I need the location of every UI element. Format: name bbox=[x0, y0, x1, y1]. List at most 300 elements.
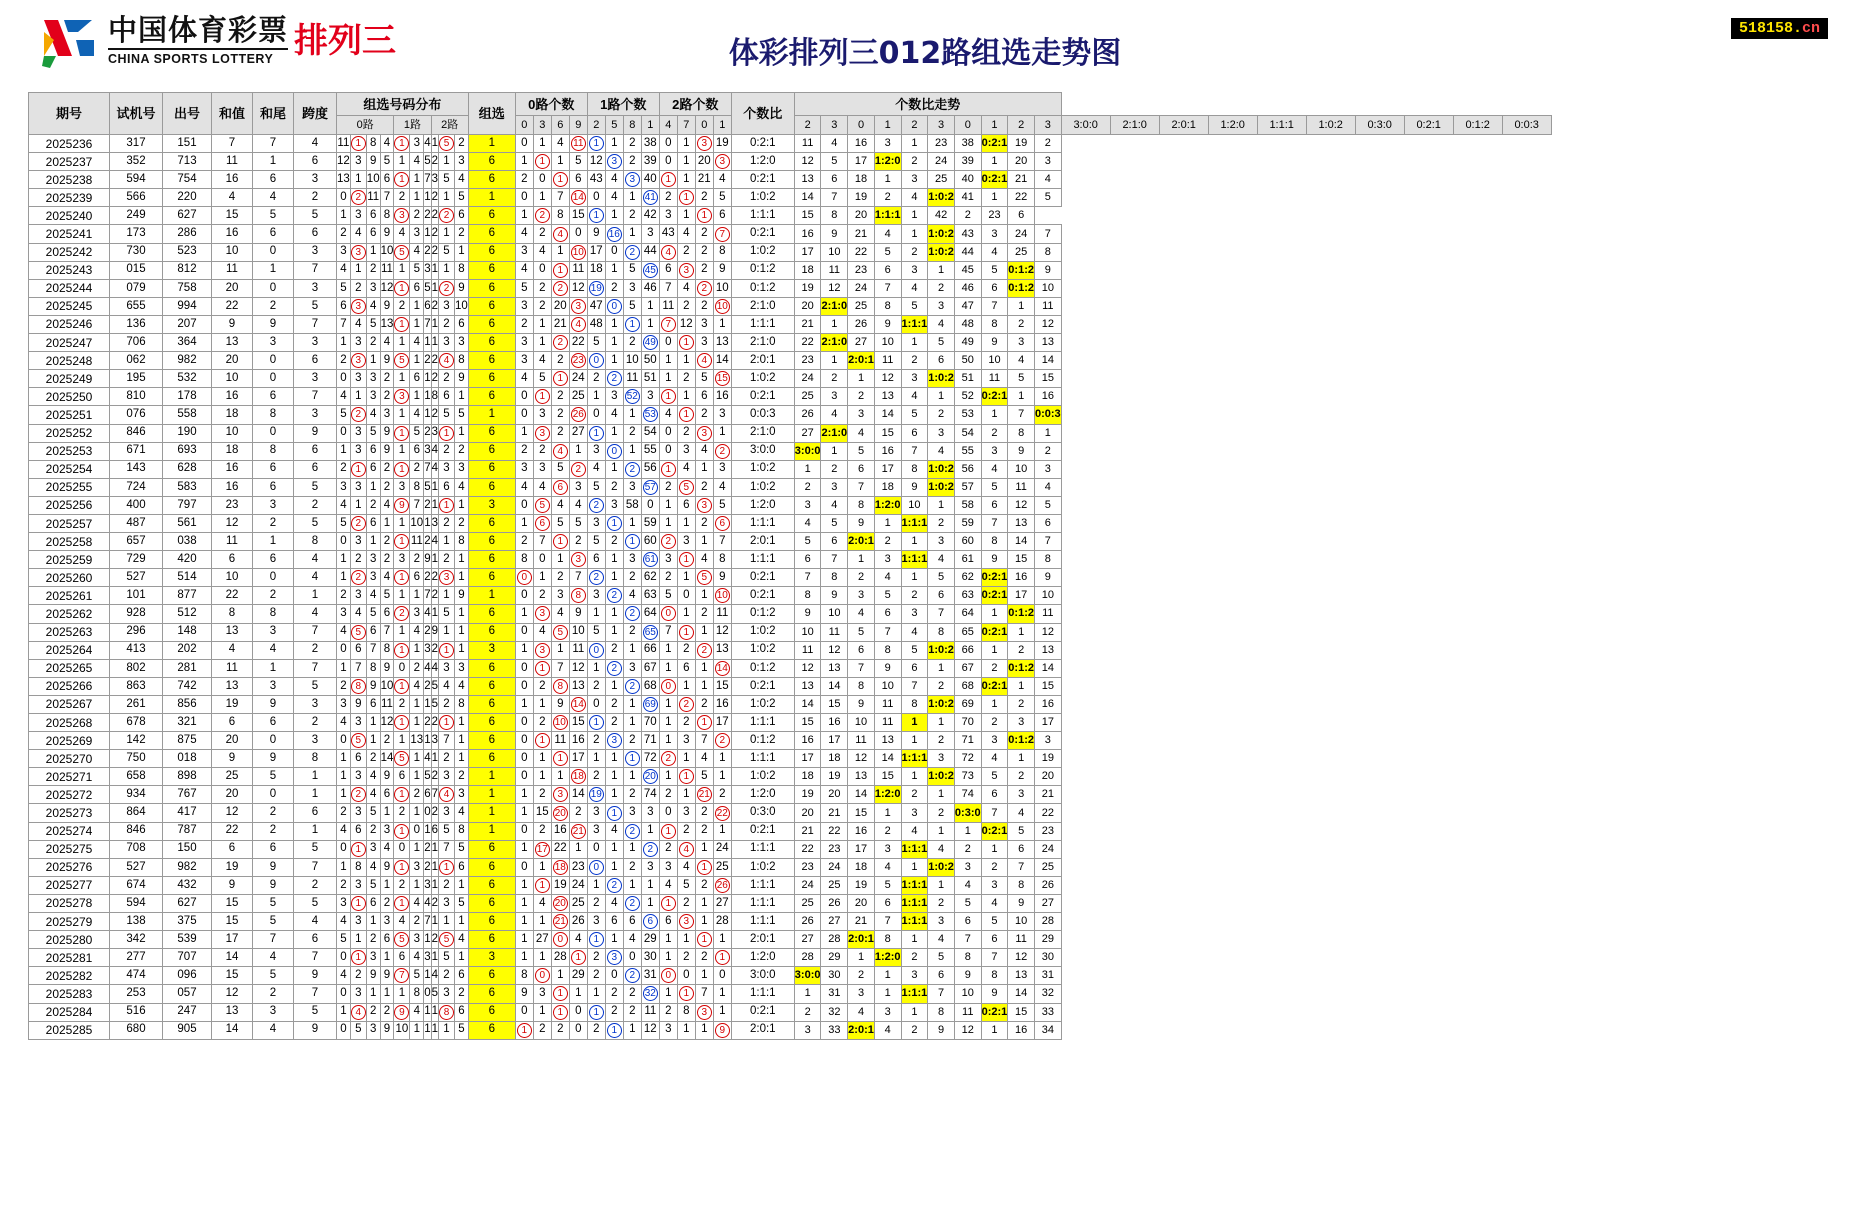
cell-trend-6: 58 bbox=[954, 496, 981, 514]
cell-cnt0-1: 1 bbox=[533, 315, 551, 333]
cell-dist0-0: 4 bbox=[337, 822, 351, 840]
cell-cnt0-1: 1 bbox=[533, 876, 551, 894]
cell-cnt0-0: 0 bbox=[515, 569, 533, 587]
cell-trend-6: 6 bbox=[954, 913, 981, 931]
cell-dist2-2: 2 bbox=[455, 768, 469, 786]
cell-cnt0-3: 1 bbox=[569, 840, 587, 858]
cell-trend-7: 9 bbox=[981, 551, 1008, 569]
cell-open: 096 bbox=[163, 967, 212, 985]
cell-trend-1: 3 bbox=[821, 478, 848, 496]
table-row[interactable] bbox=[29, 297, 1552, 315]
cell-open: 532 bbox=[163, 370, 212, 388]
cell-cnt2-2: 3 bbox=[695, 424, 713, 442]
cell-cnt0-3: 18 bbox=[569, 768, 587, 786]
cell-cnt0-3: 12 bbox=[569, 659, 587, 677]
cell-cnt0-1: 0 bbox=[533, 967, 551, 985]
cell-trend-5: 1:0:2 bbox=[928, 189, 955, 207]
cell-ratio: 0:3:0 bbox=[731, 804, 794, 822]
table-row[interactable] bbox=[29, 225, 1552, 243]
cell-dist0-2: 1 bbox=[366, 478, 380, 496]
cell-dist2-2: 9 bbox=[455, 587, 469, 605]
cell-trend-1: 13 bbox=[821, 659, 848, 677]
cell-cnt0-0: 0 bbox=[515, 750, 533, 768]
cell-trend-3: 1:2:0 bbox=[874, 786, 901, 804]
cell-cnt0-3: 1 bbox=[569, 442, 587, 460]
cell-test: 594 bbox=[110, 894, 163, 912]
cell-dist0-3: 10 bbox=[380, 677, 394, 695]
cell-trend-9: 25 bbox=[1034, 858, 1061, 876]
cell-dist1-2: 2 bbox=[424, 677, 431, 695]
cell-cnt1-3: 66 bbox=[641, 641, 659, 659]
table-row[interactable] bbox=[29, 985, 1552, 1003]
cell-cnt1-0: 0 bbox=[587, 352, 605, 370]
cell-cnt1-1: 1 bbox=[605, 261, 623, 279]
cell-cnt1-1: 1 bbox=[605, 804, 623, 822]
table-row[interactable] bbox=[29, 442, 1552, 460]
cell-sum: 9 bbox=[212, 876, 253, 894]
table-row[interactable] bbox=[29, 496, 1552, 514]
cell-trend-3: 1 bbox=[874, 804, 901, 822]
cell-open: 982 bbox=[163, 858, 212, 876]
cell-sum: 11 bbox=[212, 153, 253, 171]
cell-sumtail: 3 bbox=[253, 334, 294, 352]
cell-cnt2-2: 1 bbox=[695, 931, 713, 949]
cell-sum: 16 bbox=[212, 388, 253, 406]
cell-cnt2-1: 2 bbox=[677, 714, 695, 732]
cell-dist2-0: 1 bbox=[431, 551, 438, 569]
cell-cnt2-1: 2 bbox=[677, 424, 695, 442]
cell-dist0-2: 2 bbox=[366, 334, 380, 352]
cell-cnt2-1: 1 bbox=[677, 153, 695, 171]
table-row[interactable] bbox=[29, 315, 1552, 333]
cell-trend-6: 4 bbox=[954, 876, 981, 894]
cell-cnt1-0: 5 bbox=[587, 533, 605, 551]
cell-dist2-2: 4 bbox=[455, 931, 469, 949]
cell-dist0-2: 4 bbox=[366, 297, 380, 315]
cell-dist0-1: 3 bbox=[350, 297, 366, 315]
table-row[interactable] bbox=[29, 171, 1552, 189]
cell-dist2-1: 3 bbox=[439, 659, 455, 677]
table-row[interactable] bbox=[29, 514, 1552, 532]
cell-trend-6: 0:3:0 bbox=[954, 804, 981, 822]
cell-sum: 15 bbox=[212, 894, 253, 912]
cell-open: 898 bbox=[163, 768, 212, 786]
cell-cnt1-0: 3 bbox=[587, 514, 605, 532]
table-row[interactable] bbox=[29, 786, 1552, 804]
cell-dist2-1: 3 bbox=[439, 297, 455, 315]
table-row[interactable] bbox=[29, 243, 1552, 261]
table-row[interactable] bbox=[29, 714, 1552, 732]
cell-dist2-0: 3 bbox=[431, 732, 438, 750]
cell-trend-3: 7 bbox=[874, 279, 901, 297]
table-row[interactable] bbox=[29, 460, 1552, 478]
cell-cnt1-2: 2 bbox=[623, 605, 641, 623]
cell-open: 190 bbox=[163, 424, 212, 442]
table-row[interactable] bbox=[29, 840, 1552, 858]
cell-cnt0-3: 16 bbox=[569, 732, 587, 750]
table-row[interactable] bbox=[29, 949, 1552, 967]
cell-trend-5: 4 bbox=[928, 840, 955, 858]
table-row[interactable] bbox=[29, 352, 1552, 370]
cell-open: 628 bbox=[163, 460, 212, 478]
cell-trend-1: 1 bbox=[821, 442, 848, 460]
cell-trend-3: 1:2:0 bbox=[874, 949, 901, 967]
cell-dist2-1: 5 bbox=[439, 605, 455, 623]
cell-dist0-2: 1 bbox=[366, 352, 380, 370]
cell-cnt2-0: 1 bbox=[659, 171, 677, 189]
table-row[interactable] bbox=[29, 261, 1552, 279]
cell-trend-4: 1 bbox=[901, 334, 928, 352]
cell-cnt2-2: 3 bbox=[695, 315, 713, 333]
cell-zuxuan: 6 bbox=[468, 623, 515, 641]
cell-cnt1-2: 1 bbox=[623, 1021, 641, 1039]
table-row[interactable] bbox=[29, 587, 1552, 605]
cell-trend-0: 16 bbox=[794, 225, 821, 243]
table-row[interactable] bbox=[29, 424, 1552, 442]
cell-dist1-2: 3 bbox=[424, 261, 431, 279]
cell-zuxuan: 6 bbox=[468, 225, 515, 243]
cell-test: 400 bbox=[110, 496, 163, 514]
cell-cnt1-1: 2 bbox=[605, 659, 623, 677]
cell-cnt0-0: 4 bbox=[515, 261, 533, 279]
table-row[interactable] bbox=[29, 370, 1552, 388]
cell-cnt1-1: 1 bbox=[605, 135, 623, 153]
cell-trend-7: 0:2:1 bbox=[981, 677, 1008, 695]
cell-trend-6: 8 bbox=[954, 949, 981, 967]
cell-cnt2-0: 1 bbox=[659, 985, 677, 1003]
cell-dist0-0: 1 bbox=[337, 569, 351, 587]
cell-dist2-1: 1 bbox=[439, 913, 455, 931]
cell-span: 6 bbox=[294, 804, 337, 822]
cell-trend-2: 3 bbox=[848, 985, 875, 1003]
cell-span: 5 bbox=[294, 207, 337, 225]
table-row[interactable] bbox=[29, 894, 1552, 912]
cell-dist1-1: 4 bbox=[410, 153, 424, 171]
cell-trend-7: 1 bbox=[981, 153, 1008, 171]
cell-cnt1-2: 2 bbox=[623, 424, 641, 442]
table-row[interactable] bbox=[29, 858, 1552, 876]
cell-dist1-0: 1 bbox=[394, 153, 410, 171]
cell-trend-2: 2 bbox=[848, 967, 875, 985]
cell-dist1-2: 2 bbox=[424, 569, 431, 587]
cell-cnt0-1: 1 bbox=[533, 189, 551, 207]
cell-cnt1-0: 2 bbox=[587, 894, 605, 912]
cell-cnt0-0: 1 bbox=[515, 605, 533, 623]
cell-dist1-2: 1 bbox=[424, 370, 431, 388]
table-row[interactable] bbox=[29, 695, 1552, 713]
cell-cnt2-1: 3 bbox=[677, 732, 695, 750]
cell-cnt2-2: 2 bbox=[695, 514, 713, 532]
cell-cnt0-2: 28 bbox=[551, 949, 569, 967]
cell-dist1-2: 1 bbox=[424, 388, 431, 406]
table-row[interactable] bbox=[29, 768, 1552, 786]
cell-cnt0-3: 24 bbox=[569, 370, 587, 388]
table-row[interactable] bbox=[29, 876, 1552, 894]
cell-trend-4: 6 bbox=[901, 659, 928, 677]
cell-trend-8: 2 bbox=[1008, 641, 1035, 659]
cell-trend-5: 23 bbox=[928, 135, 955, 153]
cell-dist2-2: 1 bbox=[455, 623, 469, 641]
cell-cnt0-0: 0 bbox=[515, 496, 533, 514]
cell-cnt0-3: 13 bbox=[569, 677, 587, 695]
cell-dist2-0: 2 bbox=[431, 931, 438, 949]
cell-span: 7 bbox=[294, 623, 337, 641]
cell-sum: 15 bbox=[212, 207, 253, 225]
cell-dist1-0: 1 bbox=[394, 279, 410, 297]
cell-trend-2: 13 bbox=[848, 768, 875, 786]
cell-cnt1-1: 4 bbox=[605, 894, 623, 912]
cell-cnt0-1: 2 bbox=[533, 786, 551, 804]
cell-sum: 9 bbox=[212, 750, 253, 768]
cell-dist0-0: 3 bbox=[337, 894, 351, 912]
cell-sumtail: 6 bbox=[253, 551, 294, 569]
cell-sumtail: 9 bbox=[253, 858, 294, 876]
table-row[interactable] bbox=[29, 569, 1552, 587]
table-row[interactable] bbox=[29, 135, 1552, 153]
cell-trend-6: 67 bbox=[954, 659, 981, 677]
table-row[interactable] bbox=[29, 641, 1552, 659]
cell-cnt0-1: 1 bbox=[533, 949, 551, 967]
cell-cnt0-2: 11 bbox=[551, 732, 569, 750]
cell-cnt1-2: 3 bbox=[623, 478, 641, 496]
cell-cnt1-1: 3 bbox=[605, 153, 623, 171]
table-row[interactable] bbox=[29, 533, 1552, 551]
cell-dist2-1: 1 bbox=[439, 153, 455, 171]
cell-cnt0-1: 3 bbox=[533, 641, 551, 659]
cell-trend-3: 8 bbox=[874, 641, 901, 659]
cell-cnt1-0: 2 bbox=[587, 569, 605, 587]
cell-span: 6 bbox=[294, 442, 337, 460]
cell-dist0-3: 9 bbox=[380, 659, 394, 677]
cell-cnt1-1: 1 bbox=[605, 623, 623, 641]
cell-sum: 6 bbox=[212, 714, 253, 732]
table-row[interactable] bbox=[29, 623, 1552, 641]
cell-cnt1-1: 1 bbox=[605, 750, 623, 768]
cell-dist0-0: 2 bbox=[337, 876, 351, 894]
sub-dist-2: 2路 bbox=[431, 116, 468, 135]
table-row[interactable] bbox=[29, 822, 1552, 840]
cell-sumtail: 4 bbox=[253, 1021, 294, 1039]
cell-dist1-0: 1 bbox=[394, 135, 410, 153]
table-row[interactable] bbox=[29, 659, 1552, 677]
cell-trend-9: 20 bbox=[1034, 768, 1061, 786]
cell-issue: 2025259 bbox=[29, 551, 110, 569]
cell-cnt2-1: 4 bbox=[677, 225, 695, 243]
cell-dist0-0: 6 bbox=[337, 297, 351, 315]
cell-trend-7: 10 bbox=[981, 352, 1008, 370]
cell-dist2-2: 5 bbox=[455, 840, 469, 858]
cell-cnt1-0: 2 bbox=[587, 967, 605, 985]
table-row[interactable] bbox=[29, 913, 1552, 931]
cell-cnt0-3: 25 bbox=[569, 894, 587, 912]
cell-sum: 10 bbox=[212, 370, 253, 388]
cell-issue: 2025268 bbox=[29, 714, 110, 732]
cell-dist1-1: 4 bbox=[410, 406, 424, 424]
cell-trend-2: 12 bbox=[848, 750, 875, 768]
cell-trend-5: 2 bbox=[928, 406, 955, 424]
cell-dist0-3: 12 bbox=[380, 714, 394, 732]
cell-trend-8: 2 bbox=[1008, 315, 1035, 333]
cell-cnt2-1: 1 bbox=[677, 406, 695, 424]
cell-sum: 22 bbox=[212, 822, 253, 840]
cell-cnt2-1: 8 bbox=[677, 1003, 695, 1021]
cell-dist1-1: 1 bbox=[410, 315, 424, 333]
cell-cnt0-2: 2 bbox=[551, 424, 569, 442]
cell-cnt2-2: 1 bbox=[695, 858, 713, 876]
cell-dist2-2: 1 bbox=[455, 949, 469, 967]
cell-cnt0-2: 4 bbox=[551, 605, 569, 623]
cell-span: 9 bbox=[294, 424, 337, 442]
cell-cnt2-1: 1 bbox=[677, 623, 695, 641]
table-row[interactable] bbox=[29, 207, 1552, 225]
cell-cnt1-0: 6 bbox=[587, 551, 605, 569]
cell-trend-6: 70 bbox=[954, 714, 981, 732]
cell-trend-1: 16 bbox=[821, 714, 848, 732]
table-row[interactable] bbox=[29, 804, 1552, 822]
table-row[interactable] bbox=[29, 967, 1552, 985]
cell-trend-2: 15 bbox=[848, 804, 875, 822]
cell-dist0-0: 1 bbox=[337, 551, 351, 569]
cell-test: 846 bbox=[110, 424, 163, 442]
cell-dist1-2: 5 bbox=[424, 478, 431, 496]
cell-test: 566 bbox=[110, 189, 163, 207]
cell-dist1-1: 5 bbox=[410, 261, 424, 279]
table-row[interactable] bbox=[29, 1003, 1552, 1021]
cell-dist0-2: 1 bbox=[366, 732, 380, 750]
cell-test: 249 bbox=[110, 207, 163, 225]
cell-dist2-0: 1 bbox=[431, 750, 438, 768]
cell-issue: 2025239 bbox=[29, 189, 110, 207]
cell-cnt1-3: 30 bbox=[641, 949, 659, 967]
cell-trend-5: 5 bbox=[928, 569, 955, 587]
cell-test: 143 bbox=[110, 460, 163, 478]
cell-trend-2: 9 bbox=[848, 514, 875, 532]
cell-dist0-2: 2 bbox=[366, 750, 380, 768]
table-row[interactable] bbox=[29, 551, 1552, 569]
cell-trend-7: 0:2:1 bbox=[981, 135, 1008, 153]
cell-sum: 15 bbox=[212, 967, 253, 985]
cell-cnt0-3: 9 bbox=[569, 605, 587, 623]
cell-trend-3: 1 bbox=[874, 985, 901, 1003]
cell-sumtail: 6 bbox=[253, 225, 294, 243]
cell-trend-6: 50 bbox=[954, 352, 981, 370]
cell-trend-5: 1 bbox=[928, 786, 955, 804]
cell-cnt2-0: 2 bbox=[659, 750, 677, 768]
cell-dist0-0: 1 bbox=[337, 659, 351, 677]
cell-cnt0-3: 23 bbox=[569, 858, 587, 876]
cell-dist1-1: 2 bbox=[410, 551, 424, 569]
table-row[interactable] bbox=[29, 605, 1552, 623]
cell-test: 277 bbox=[110, 949, 163, 967]
cell-dist1-0: 5 bbox=[394, 931, 410, 949]
cell-cnt2-1: 2 bbox=[677, 297, 695, 315]
cell-cnt0-3: 2 bbox=[569, 804, 587, 822]
cell-cnt0-3: 2 bbox=[569, 460, 587, 478]
cell-trend-1: 12 bbox=[821, 641, 848, 659]
cell-cnt2-0: 0 bbox=[659, 424, 677, 442]
cell-dist0-2: 3 bbox=[366, 388, 380, 406]
table-row[interactable] bbox=[29, 931, 1552, 949]
cell-trend-7: 6 bbox=[981, 931, 1008, 949]
table-row[interactable] bbox=[29, 279, 1552, 297]
cell-cnt0-2: 6 bbox=[551, 478, 569, 496]
cell-trend-3: 12 bbox=[874, 370, 901, 388]
table-row[interactable] bbox=[29, 189, 1552, 207]
cell-cnt0-1: 2 bbox=[533, 442, 551, 460]
cell-cnt2-1: 1 bbox=[677, 334, 695, 352]
table-row[interactable] bbox=[29, 750, 1552, 768]
cell-dist0-0: 0 bbox=[337, 985, 351, 1003]
cell-sumtail: 4 bbox=[253, 189, 294, 207]
cell-issue: 2025264 bbox=[29, 641, 110, 659]
cell-trend-8: 10 bbox=[1008, 913, 1035, 931]
cell-cnt2-2: 1 bbox=[695, 967, 713, 985]
table-row[interactable] bbox=[29, 406, 1552, 424]
cell-dist0-3: 6 bbox=[380, 171, 394, 189]
cell-cnt2-1: 2 bbox=[677, 243, 695, 261]
cell-cnt2-3: 24 bbox=[713, 840, 731, 858]
cell-dist0-1: 5 bbox=[350, 1021, 366, 1039]
cell-dist1-1: 1 bbox=[410, 171, 424, 189]
cell-trend-4: 4 bbox=[901, 623, 928, 641]
cell-trend-9: 4 bbox=[1034, 478, 1061, 496]
table-row[interactable] bbox=[29, 478, 1552, 496]
table-row[interactable] bbox=[29, 334, 1552, 352]
cell-cnt0-2: 21 bbox=[551, 913, 569, 931]
cell-cnt0-1: 4 bbox=[533, 623, 551, 641]
cell-open: 558 bbox=[163, 406, 212, 424]
cell-cnt2-1: 1 bbox=[677, 1021, 695, 1039]
cell-cnt2-3: 7 bbox=[713, 225, 731, 243]
table-row[interactable] bbox=[29, 1021, 1552, 1039]
cell-dist1-1: 5 bbox=[410, 424, 424, 442]
cell-cnt0-1: 0 bbox=[533, 551, 551, 569]
cell-issue: 2025252 bbox=[29, 424, 110, 442]
cell-zuxuan: 6 bbox=[468, 913, 515, 931]
cell-trend-2: 1 bbox=[848, 949, 875, 967]
cell-trend-7: 6 bbox=[981, 279, 1008, 297]
table-row[interactable] bbox=[29, 388, 1552, 406]
cell-sumtail: 0 bbox=[253, 352, 294, 370]
sub-c1-2: 2 bbox=[901, 116, 928, 135]
cell-sum: 13 bbox=[212, 334, 253, 352]
cell-zuxuan: 6 bbox=[468, 279, 515, 297]
cell-dist0-2: 1 bbox=[366, 985, 380, 1003]
cell-trend-6: 9 bbox=[954, 967, 981, 985]
cell-sumtail: 9 bbox=[253, 315, 294, 333]
cell-sum: 13 bbox=[212, 677, 253, 695]
cell-test: 474 bbox=[110, 967, 163, 985]
cell-cnt1-2: 2 bbox=[623, 623, 641, 641]
cell-cnt2-0: 0 bbox=[659, 135, 677, 153]
table-row[interactable] bbox=[29, 153, 1552, 171]
cell-trend-0: 12 bbox=[794, 659, 821, 677]
cell-open: 994 bbox=[163, 297, 212, 315]
cell-dist0-2: 9 bbox=[366, 153, 380, 171]
cell-sumtail: 3 bbox=[253, 496, 294, 514]
table-row[interactable] bbox=[29, 732, 1552, 750]
cell-cnt2-3: 1 bbox=[713, 424, 731, 442]
cell-trend-7: 3 bbox=[981, 225, 1008, 243]
cell-open: 797 bbox=[163, 496, 212, 514]
sub-t-5: 1:0:2 bbox=[1306, 116, 1355, 135]
cell-cnt1-2: 1 bbox=[623, 514, 641, 532]
cell-open: 148 bbox=[163, 623, 212, 641]
table-row[interactable] bbox=[29, 677, 1552, 695]
cell-dist2-0: 2 bbox=[431, 370, 438, 388]
cell-cnt2-2: 4 bbox=[695, 352, 713, 370]
cell-dist2-0: 8 bbox=[431, 388, 438, 406]
